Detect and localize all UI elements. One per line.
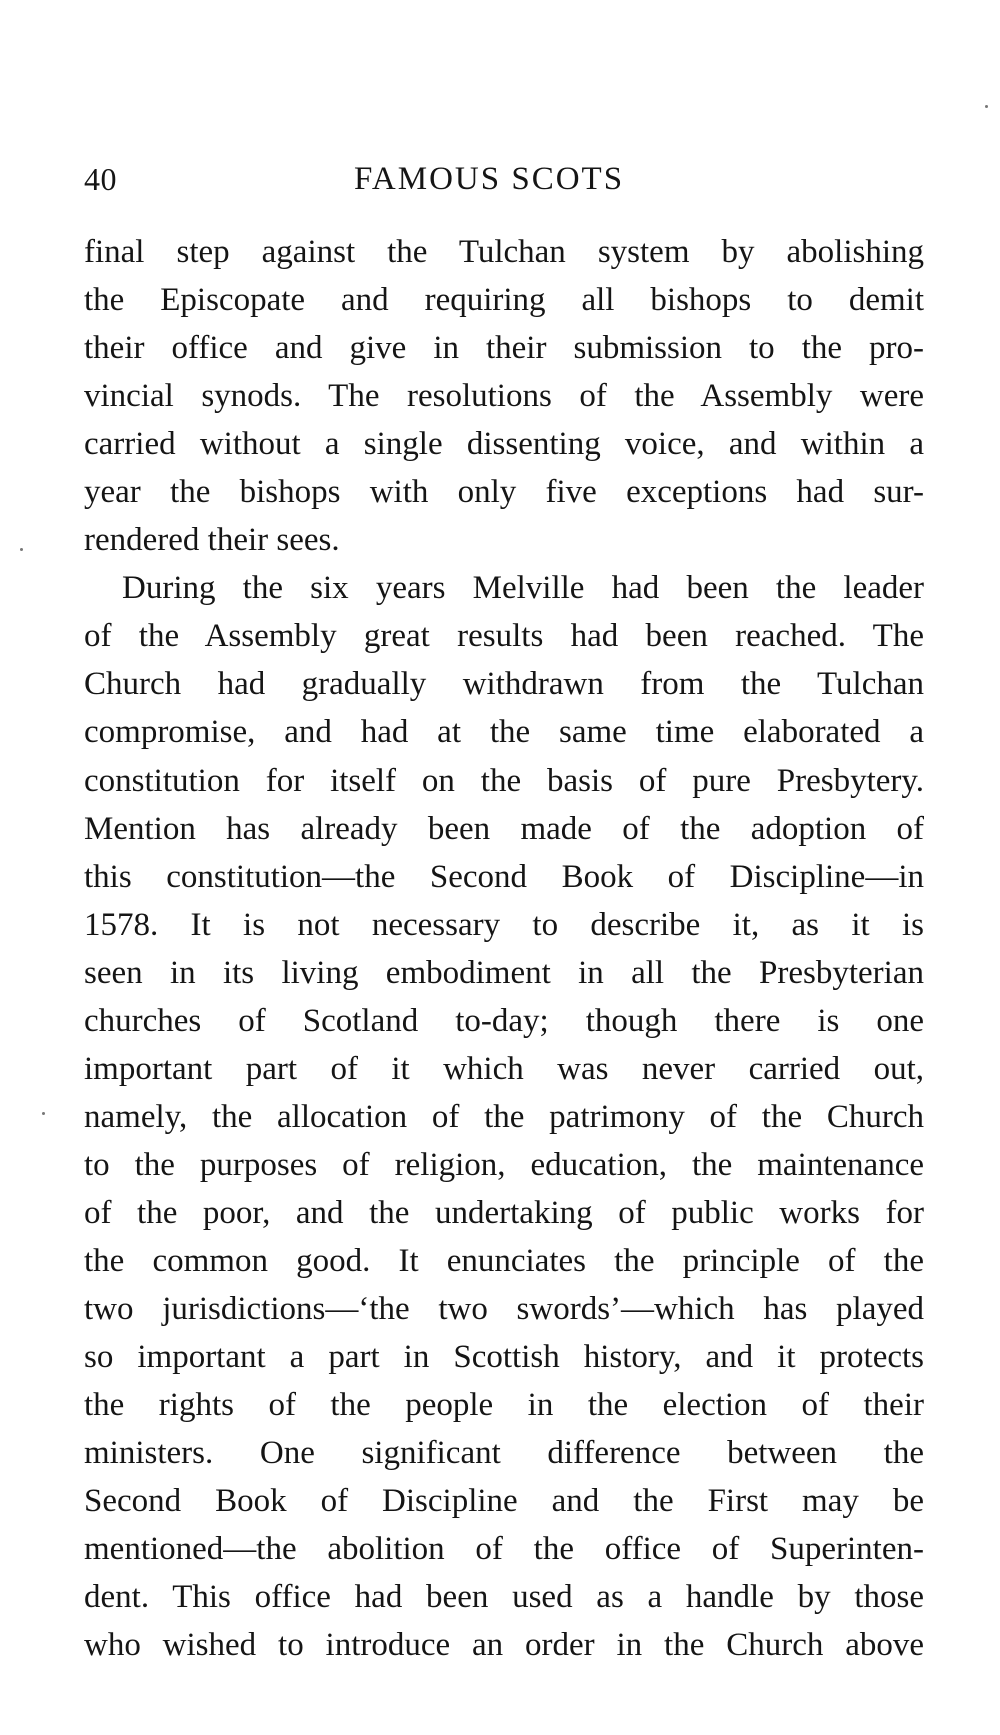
body-text [84, 228, 924, 1669]
text-line: compromise, and had at the same time elaborated a [84, 714, 924, 751]
text-line: dent. This office had been used as a handle by those [84, 1579, 924, 1616]
page-number: 40 [84, 161, 117, 197]
paragraph [84, 228, 924, 564]
text-line: rendered their sees. [84, 522, 340, 559]
text-line: namely, the allocation of the patrimony of the Church [84, 1098, 924, 1135]
text-line: the Episcopate and requiring all bishops to demit [84, 282, 924, 319]
scan-speck [42, 1112, 45, 1115]
text-line: this constitution—the Second Book of Discipline—in [84, 858, 924, 895]
text-line: final step against the Tulchan system by abolishing [84, 234, 924, 270]
text-line: Second Book of Discipline and the First may be [84, 1483, 924, 1520]
text-line: to the purposes of religion, education, the maintenance [84, 1146, 924, 1183]
text-line: their office and give in their submission to the pro- [84, 330, 924, 367]
scan-speck [985, 105, 988, 108]
text-line: mentioned—the abolition of the office of Superinten- [84, 1531, 924, 1568]
text-line: churches of Scotland to-day; though there is one [84, 1002, 924, 1039]
page-header [84, 155, 924, 203]
text-line: seen in its living embodiment in all the Presbyterian [84, 954, 924, 991]
text-line: two jurisdictions—‘the two swords’—which has played [84, 1291, 924, 1328]
text-line: ministers. One significant difference between the [84, 1435, 924, 1472]
text-line: so important a part in Scottish history, and it protects [84, 1339, 924, 1376]
text-line: Mention has already been made of the adoption of [84, 810, 924, 847]
text-line: the rights of the people in the election of their [84, 1387, 924, 1424]
running-title: FAMOUS SCOTS [354, 161, 625, 197]
text-line: important part of it which was never carried out, [84, 1050, 924, 1087]
text-line: Church had gradually withdrawn from the Tulchan [84, 666, 924, 703]
text-line: who wished to introduce an order in the Church above [84, 1627, 924, 1664]
scan-speck [20, 548, 23, 551]
text-line: year the bishops with only five exceptions had sur- [84, 474, 924, 511]
paragraph [84, 564, 924, 1669]
text-line: constitution for itself on the basis of pure Presbytery. [84, 762, 924, 799]
text-line: of the Assembly great results had been reached. The [84, 618, 924, 655]
text-line: 1578. It is not necessary to describe it, as it is [84, 906, 924, 943]
text-line: of the poor, and the undertaking of public works for [84, 1194, 924, 1231]
text-line: the common good. It enunciates the principle of the [84, 1242, 924, 1279]
text-line: During the six years Melville had been the leader [122, 570, 924, 607]
text-line: vincial synods. The resolutions of the Assembly were [84, 378, 924, 415]
text-line: carried without a single dissenting voice, and within a [84, 426, 924, 463]
